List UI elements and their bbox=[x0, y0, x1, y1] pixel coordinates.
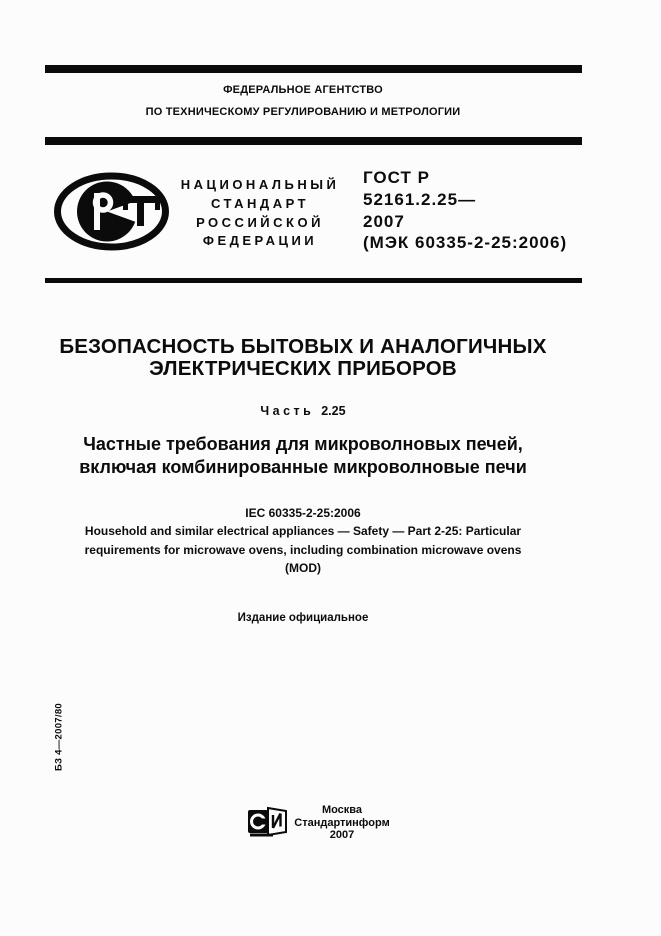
english-title-line-2: requirements for microwave ovens, including combination microwave ovens bbox=[84, 542, 522, 557]
national-standard-line: НАЦИОНАЛЬНЫЙ bbox=[180, 177, 340, 192]
national-standard-label bbox=[160, 176, 360, 251]
document-title bbox=[38, 336, 568, 380]
imprint-publisher: Стандартинформ bbox=[294, 816, 390, 829]
standard-designation bbox=[363, 167, 593, 254]
national-standard-line: ФЕДЕРАЦИИ bbox=[202, 233, 318, 249]
rst-certification-mark-icon bbox=[53, 172, 170, 251]
designation-line: ГОСТ Р bbox=[363, 168, 430, 187]
english-title-line-1: Household and similar electrical appliances — Safety — Part 2-25: Particular bbox=[84, 524, 522, 539]
part-number: Ч а с т ь 2.25 bbox=[260, 404, 346, 418]
top-rule-lower bbox=[45, 137, 582, 145]
document-title-line-1: БЕЗОПАСНОСТЬ БЫТОВЫХ И АНАЛОГИЧНЫХ bbox=[59, 335, 547, 358]
english-title-line-3: (MOD) bbox=[285, 560, 321, 575]
header-separator-rule bbox=[45, 278, 582, 283]
english-designation: IEC 60335-2-25:2006 bbox=[245, 506, 361, 520]
document-subtitle bbox=[38, 433, 568, 478]
imprint-city: Москва bbox=[321, 804, 363, 816]
national-standard-line: СТАНДАРТ bbox=[210, 195, 310, 211]
designation-line: 2007 bbox=[363, 211, 405, 231]
document-title-line-2: ЭЛЕКТРИЧЕСКИХ ПРИБОРОВ bbox=[149, 357, 457, 380]
top-rule-upper bbox=[45, 65, 582, 73]
agency-line-1: ФЕДЕРАЛЬНОЕ АГЕНТСТВО bbox=[223, 84, 383, 96]
national-standard-line: РОССИЙСКОЙ bbox=[196, 214, 324, 230]
side-registration-code: БЗ 4—2007/80 bbox=[53, 702, 65, 772]
designation-line: 52161.2.25— bbox=[363, 189, 477, 209]
document-subtitle-line-2: включая комбинированные микроволновые печи bbox=[79, 456, 527, 477]
agency-line-2: ПО ТЕХНИЧЕСКОМУ РЕГУЛИРОВАНИЮ И МЕТРОЛОГИИ bbox=[145, 106, 461, 118]
imprint bbox=[262, 804, 422, 842]
imprint-year: 2007 bbox=[329, 829, 355, 842]
edition-note: Издание официальное bbox=[237, 612, 369, 624]
document-subtitle-line-1: Частные требования для микроволновых печей, bbox=[83, 434, 523, 454]
english-reference bbox=[38, 504, 568, 577]
designation-line: (МЭК 60335-2-25:2006) bbox=[363, 233, 568, 253]
